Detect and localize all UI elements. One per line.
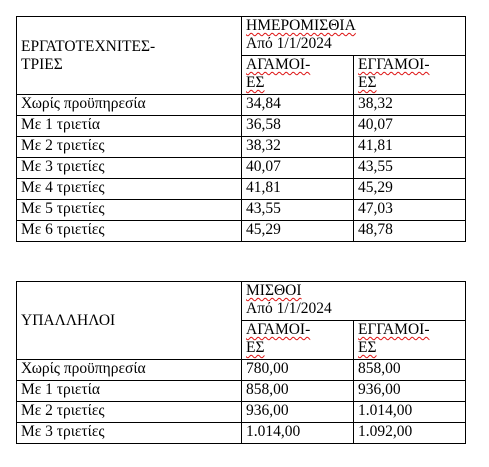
married-value: 48,78 [354,221,466,242]
daily-wages-group-header [242,17,466,56]
married-header-line2: ΕΣ [358,74,377,91]
unmarried-header-line1: ΑΓΑΜΟΙ- [246,56,311,73]
row-label: Με 4 τριετίες [17,179,242,200]
table-row [17,381,466,402]
table-row [17,221,466,242]
married-value: 1.092,00 [354,423,466,444]
row-label: Με 3 τριετίες [17,423,242,444]
married-value: 40,07 [354,116,466,137]
employees-header-cell [17,282,242,360]
daily-wages-table [16,16,466,242]
married-value: 38,32 [354,95,466,116]
unmarried-value: 34,84 [242,95,354,116]
unmarried-value: 1.014,00 [242,423,354,444]
table-row [17,200,466,221]
row-label: Με 1 τριετία [17,381,242,402]
unmarried-column-header [242,56,354,95]
salaries-group-header [242,282,466,321]
married-value: 45,29 [354,179,466,200]
married-value: 936,00 [354,381,466,402]
row-label: Χωρίς προϋπηρεσία [17,360,242,381]
table-row [17,423,466,444]
unmarried-value: 41,81 [242,179,354,200]
unmarried-header-line1: ΑΓΑΜΟΙ- [246,321,311,338]
workers-header-line1: ΕΡΓΑΤΟΤΕΧΝΙΤΕΣ- [21,37,156,55]
row-label: Με 6 τριετίες [17,221,242,242]
unmarried-header-line2: ΕΣ [246,74,265,91]
married-header-line1: ΕΓΓΑΜΟΙ- [358,56,430,73]
married-column-header [354,56,466,95]
employees-header: ΥΠΑΛΛΗΛΟΙ [21,311,116,329]
unmarried-value: 780,00 [242,360,354,381]
table-row [17,158,466,179]
workers-header-cell [17,17,242,95]
unmarried-value: 936,00 [242,402,354,423]
group-title: ΗΜΕΡΟΜΙΣΘΙΑ [246,17,356,34]
unmarried-value: 38,32 [242,137,354,158]
row-label: Με 2 τριετίες [17,137,242,158]
unmarried-value: 45,29 [242,221,354,242]
married-column-header [354,321,466,360]
unmarried-value: 36,58 [242,116,354,137]
row-label: Με 1 τριετία [17,116,242,137]
group-date: Από 1/1/2024 [246,35,332,52]
table-row [17,116,466,137]
table-row [17,137,466,158]
table-row [17,360,466,381]
married-value: 43,55 [354,158,466,179]
unmarried-header-line2: ΕΣ [246,339,265,356]
unmarried-value: 43,55 [242,200,354,221]
group-title: ΜΙΣΘΟΙ [246,282,302,299]
married-value: 47,03 [354,200,466,221]
married-header-line2: ΕΣ [358,339,377,356]
table-row [17,95,466,116]
unmarried-value: 40,07 [242,158,354,179]
row-label: Με 2 τριετίες [17,402,242,423]
married-value: 858,00 [354,360,466,381]
married-value: 1.014,00 [354,402,466,423]
group-date: Από 1/1/2024 [246,300,332,317]
married-value: 41,81 [354,137,466,158]
unmarried-value: 858,00 [242,381,354,402]
married-header-line1: ΕΓΓΑΜΟΙ- [358,321,430,338]
row-label: Με 3 τριετίες [17,158,242,179]
workers-header-line2: ΤΡΙΕΣ [21,55,63,73]
row-label: Με 5 τριετίες [17,200,242,221]
row-label: Χωρίς προϋπηρεσία [17,95,242,116]
unmarried-column-header [242,321,354,360]
table-row [17,179,466,200]
table-row [17,402,466,423]
monthly-salaries-table [16,281,466,444]
